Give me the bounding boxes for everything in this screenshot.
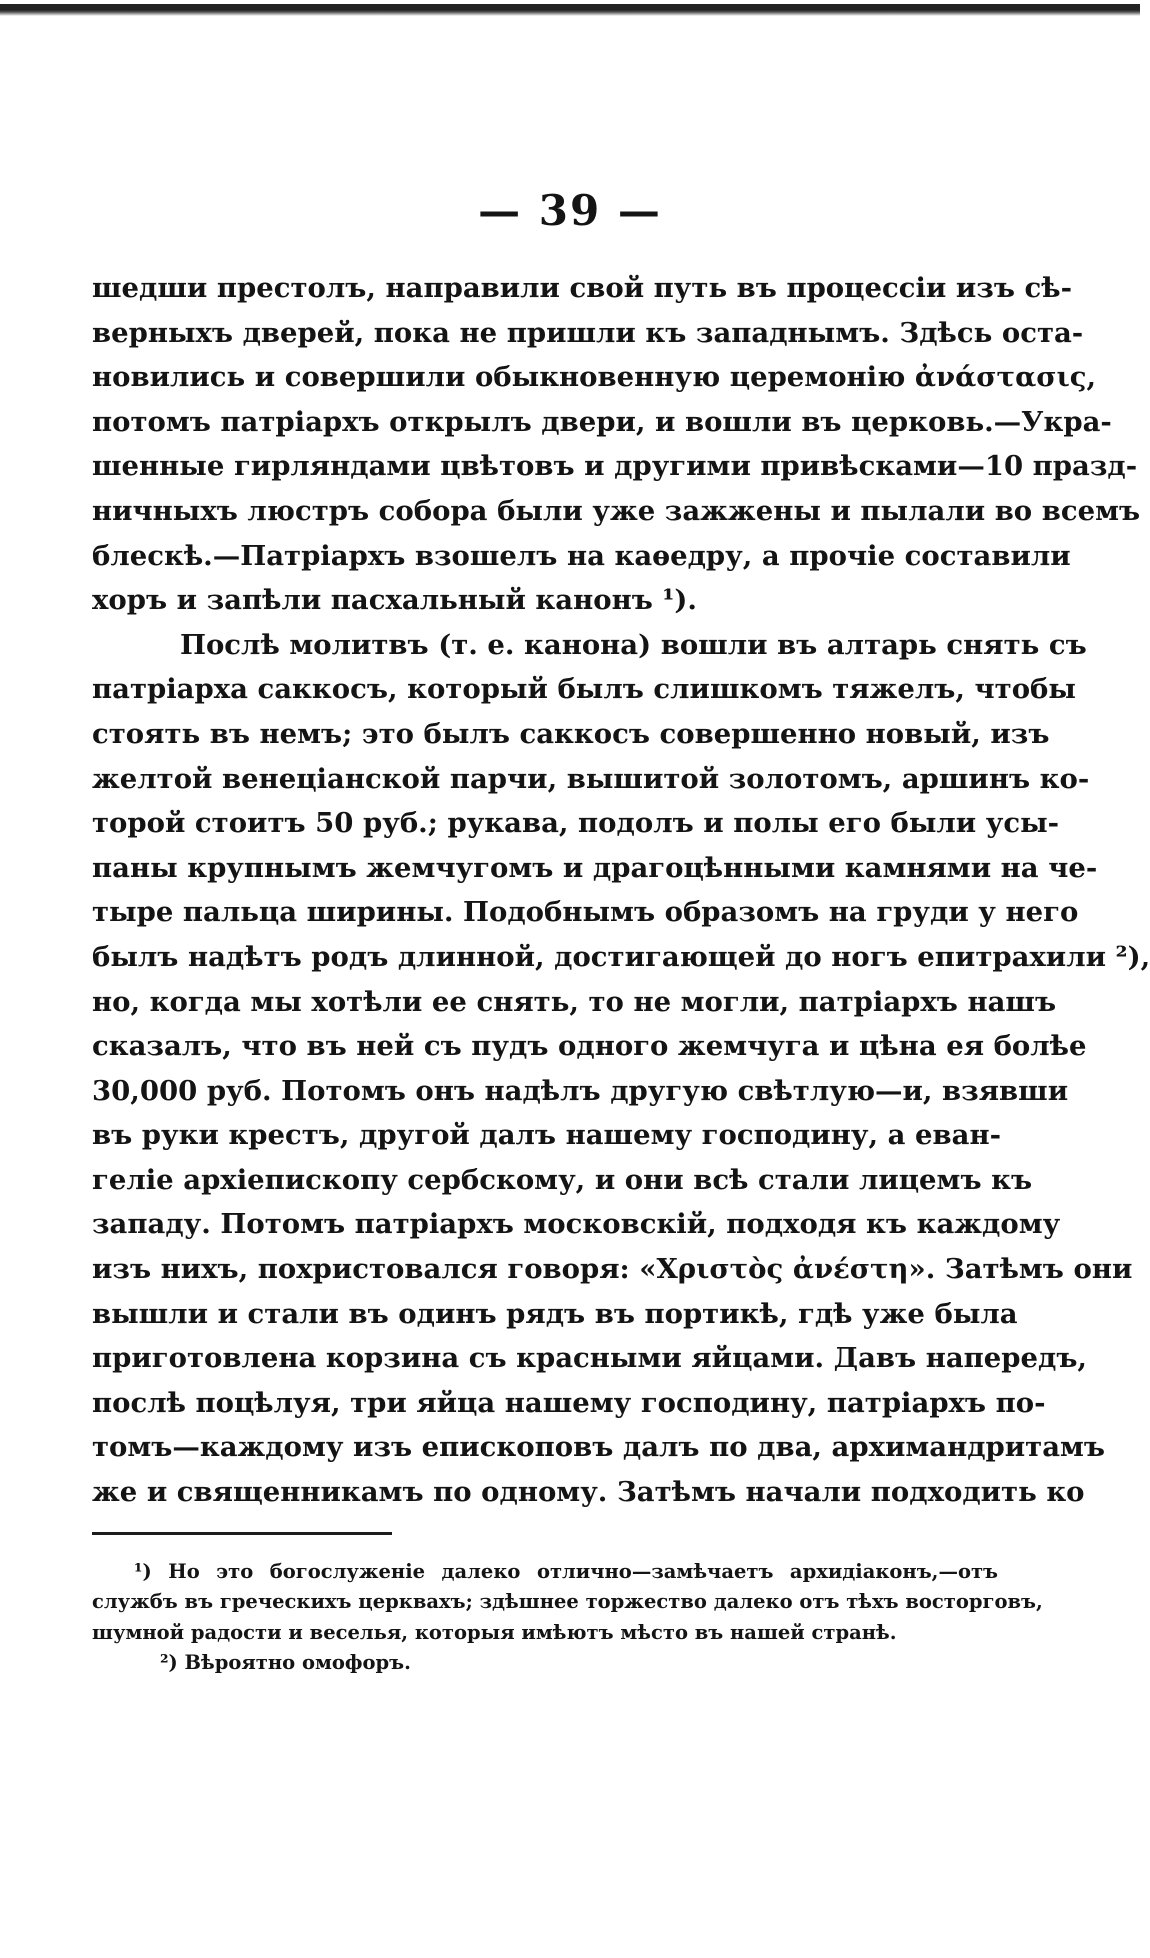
text-line: геліе архіепископу сербскому, и они всѣ стали лицемъ къ bbox=[92, 1163, 1033, 1196]
text-line: шенные гирляндами цвѣтовъ и другими привѣсками—10 празд- bbox=[92, 450, 1138, 483]
text-line: послѣ поцѣлуя, три яйца нашему господину, патріархъ по- bbox=[92, 1386, 1046, 1419]
text-line: тыре пальца ширины. Подобнымъ образомъ на груди у него bbox=[92, 896, 1079, 929]
text-line: былъ надѣтъ родъ длинной, достигающей до ногъ епитрахили ²), bbox=[92, 940, 1150, 973]
text-line: блескѣ.—Патріархъ взошелъ на каѳедру, а прочіе составили bbox=[92, 539, 1071, 572]
text-line: шедши престолъ, направили свой путь въ процессіи изъ сѣ- bbox=[92, 272, 1072, 304]
text-line: западу. Потомъ патріархъ московскій, подходя къ каждому bbox=[92, 1208, 1061, 1241]
text-line: въ руки крестъ, другой далъ нашему господину, а еван- bbox=[92, 1119, 1002, 1152]
footnote-separator bbox=[92, 1532, 392, 1535]
text-line: изъ нихъ, похристовался говоря: «Χριστὸς ἀνέστη». Затѣмъ они bbox=[92, 1253, 1133, 1286]
text-line: ничныхъ люстръ собора были уже зажжены и пылали во всемъ bbox=[92, 494, 1141, 527]
page-number: — 39 — bbox=[478, 186, 662, 235]
footnote-1-line: службъ въ греческихъ церквахъ; здѣшнее торжество далеко отъ тѣхъ восторговъ, bbox=[92, 1590, 1043, 1614]
footnotes-block bbox=[92, 1557, 1043, 1678]
text-line: стоять въ немъ; это былъ саккосъ совершенно новый, изъ bbox=[92, 717, 1050, 750]
main-text-block bbox=[92, 266, 1150, 1515]
text-line: томъ—каждому изъ епископовъ далъ по два, архимандритамъ bbox=[92, 1431, 1106, 1464]
text-line: вышли и стали въ одинъ рядъ въ портикѣ, гдѣ уже была bbox=[92, 1297, 1018, 1330]
text-line: но, когда мы хотѣли ее снять, то не могли, патріархъ нашъ bbox=[92, 985, 1057, 1018]
text-line: же и священникамъ по одному. Затѣмъ начали подходить ко bbox=[92, 1476, 1085, 1509]
text-line: желтой венеціанской парчи, вышитой золотомъ, аршинъ ко- bbox=[92, 762, 1090, 795]
text-line: 30,000 руб. Потомъ онъ надѣлъ другую свѣтлую—и, взявши bbox=[92, 1074, 1069, 1107]
text-line: потомъ патріархъ открылъ двери, и вошли въ церковь.—Укра- bbox=[92, 405, 1112, 438]
text-line: патріарха саккосъ, который былъ слишкомъ тяжелъ, чтобы bbox=[92, 673, 1076, 706]
text-line: сказалъ, что въ ней съ пудъ одного жемчуга и цѣна ея болѣе bbox=[92, 1030, 1087, 1063]
footnote-1-line: шумной радости и веселья, которыя имѣютъ мѣсто въ нашей странѣ. bbox=[92, 1620, 897, 1644]
text-line: новились и совершили обыкновенную церемонію ἀνάστασις, bbox=[92, 361, 1097, 394]
text-line: приготовлена корзина съ красными яйцами. Давъ напередъ, bbox=[92, 1342, 1087, 1375]
text-line: торой стоитъ 50 руб.; рукава, подолъ и полы его были усы- bbox=[92, 807, 1060, 840]
footnote-1-line: ¹) Но это богослуженіе далеко отлично—замѣчаетъ архидіаконъ,—отъ bbox=[134, 1560, 998, 1583]
text-line: паны крупнымъ жемчугомъ и драгоцѣнными камнями на че- bbox=[92, 851, 1098, 884]
paragraph-start-line: Послѣ молитвъ (т. е. канона) вошли въ алтарь снять съ bbox=[180, 628, 1087, 661]
top-border-rule bbox=[0, 4, 1140, 16]
text-line: хоръ и запѣли пасхальный канонъ ¹). bbox=[92, 584, 697, 617]
text-line: верныхъ дверей, пока не пришли къ западнымъ. Здѣсь оста- bbox=[92, 316, 1084, 349]
footnote-2: ²) Вѣроятно омофоръ. bbox=[160, 1650, 411, 1674]
